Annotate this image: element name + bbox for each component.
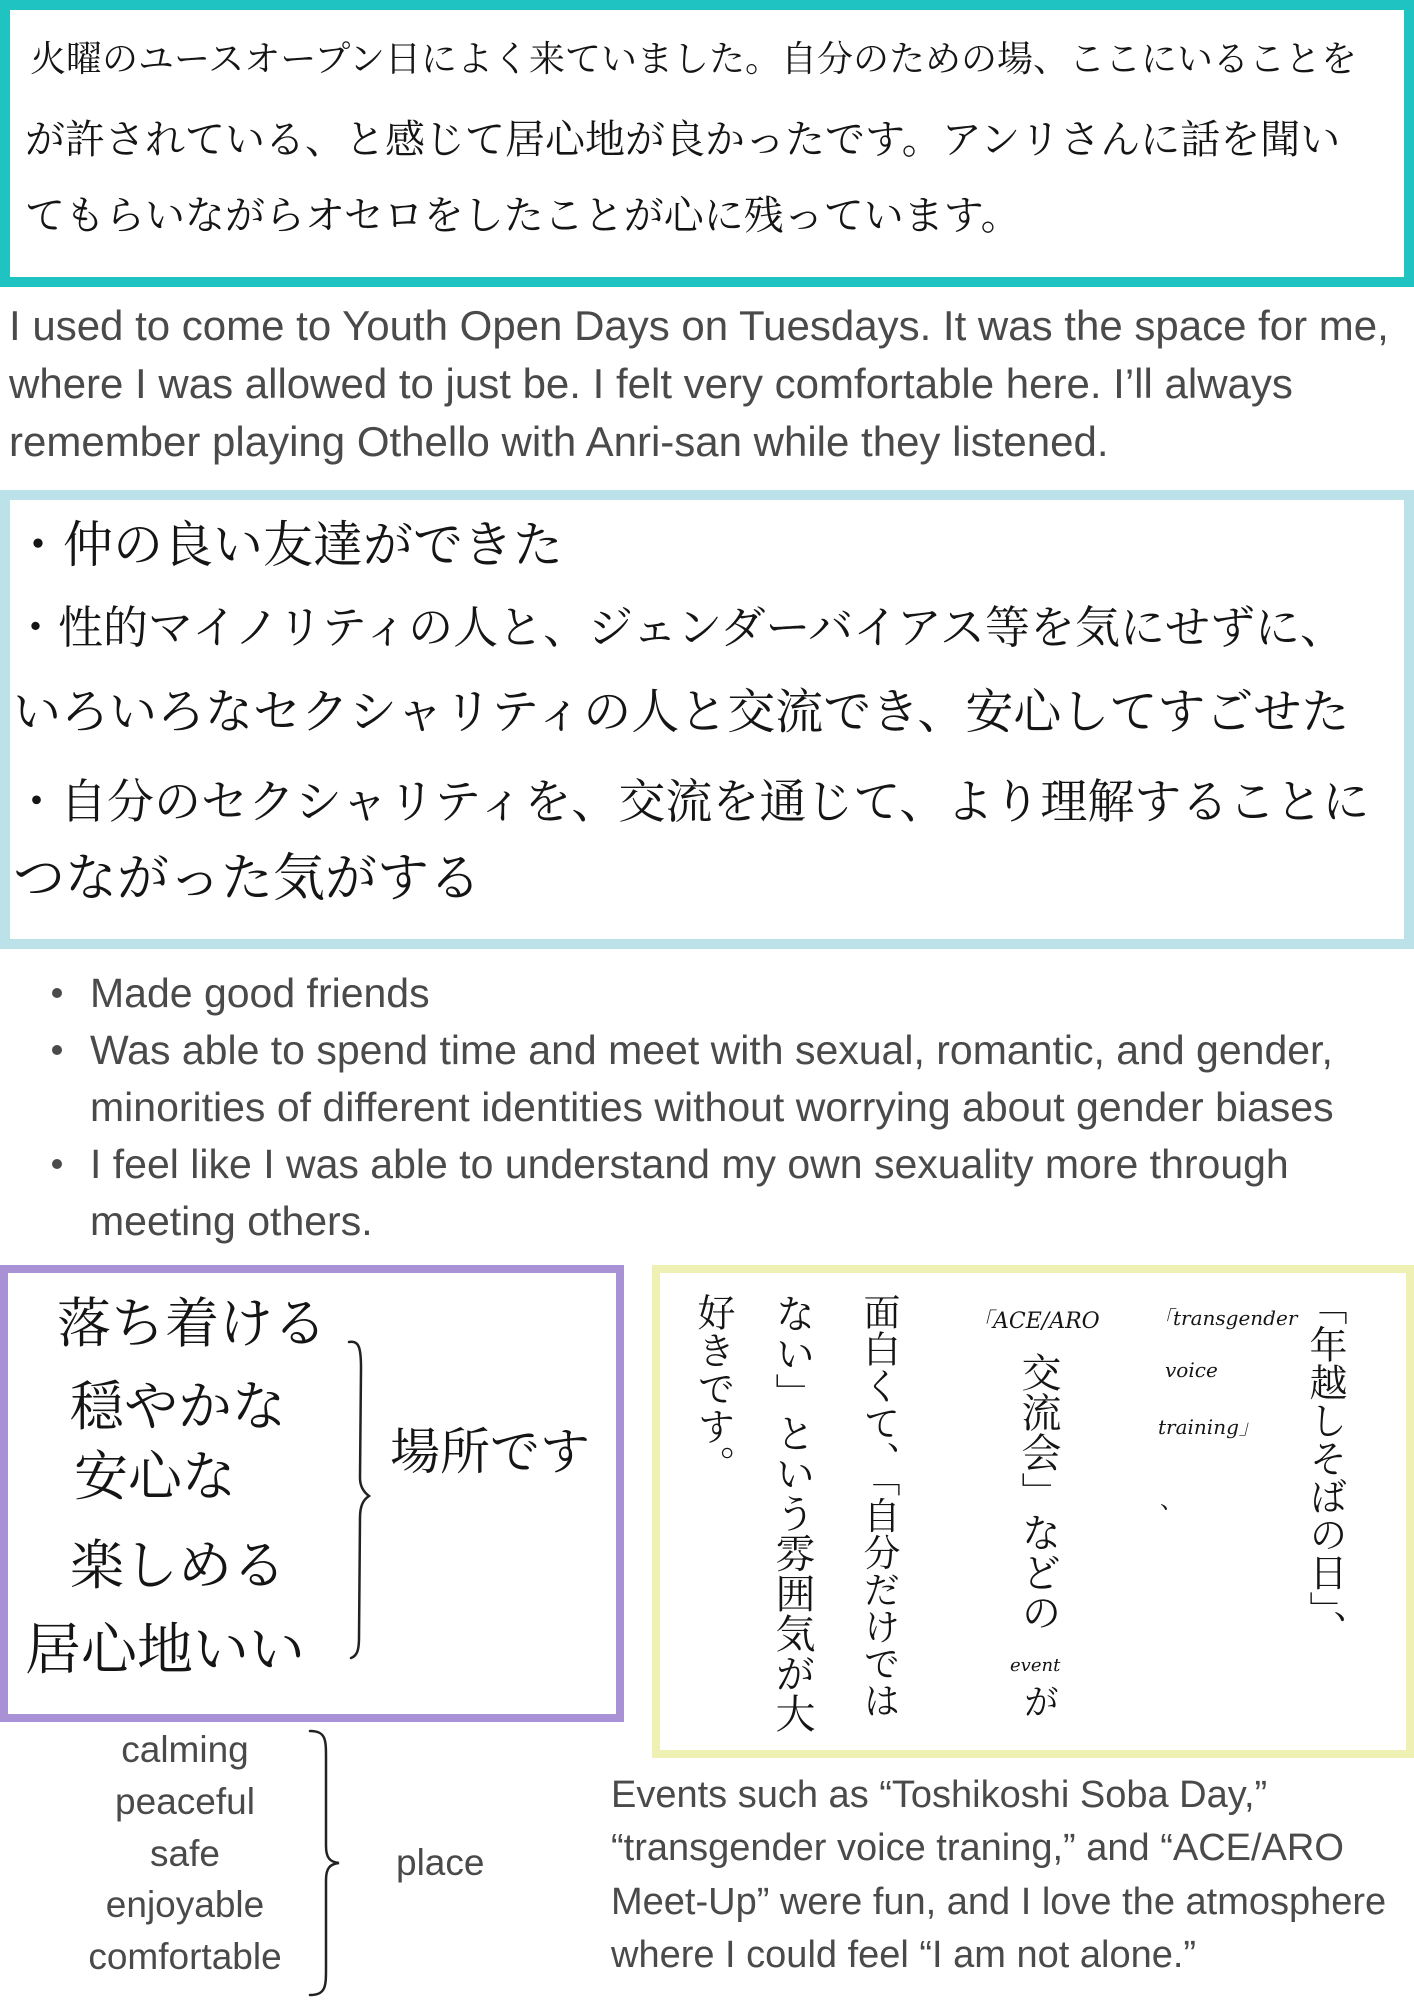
translation-word: calming: [121, 1729, 249, 1770]
handwritten-word: 居心地いい: [25, 1618, 305, 1683]
handwritten-fragment: 「transgender: [1153, 1306, 1298, 1330]
handwritten-line: てもらいながらオセロをしたことが心に残っています。: [25, 193, 1021, 239]
translation-place-label: place: [396, 1842, 485, 1883]
handwritten-line: 火曜のユースオープン日によく来ていました。自分のための場、ここにいることを: [30, 39, 1357, 80]
handwritten-note-1: [0, 0, 1414, 287]
handwritten-word: 楽しめる: [70, 1534, 286, 1597]
bullet-dot: [52, 1045, 62, 1055]
bullet-text: Was able to spend time and meet with sexual, romantic, and gender, minorities of different identities without worrying about gender biases: [90, 1027, 1334, 1130]
handwritten-fragment: training」: [1158, 1415, 1259, 1439]
bullet-item: [0, 965, 1400, 1022]
bullet-dot: [52, 988, 62, 998]
handwritten-place: 場所です: [390, 1423, 590, 1481]
handwritten-line: ・仲の良い友達ができた: [13, 516, 563, 574]
handwritten-word: 落ち着ける: [57, 1292, 327, 1355]
handwritten-word: 穏やかな: [70, 1375, 286, 1438]
handwritten-word: 安心な: [74, 1445, 236, 1508]
bullet-item: [0, 1136, 1400, 1250]
handwritten-line: いろいろなセクシャリティの人と交流でき、安心してすごせた: [13, 684, 1350, 740]
handwritten-fragment: が: [1018, 1683, 1059, 1719]
handwritten-fragment: event: [1010, 1655, 1061, 1676]
bullet-text: I feel like I was able to understand my own sexuality more through meeting others.: [90, 1141, 1289, 1244]
curly-brace: [306, 1728, 342, 1998]
handwritten-brace: [345, 1338, 373, 1660]
handwritten-column: 好きです。: [691, 1293, 735, 1483]
translation-word: comfortable: [88, 1936, 282, 1977]
handwritten-line: ・自分のセクシャリティを、交流を通じて、より理解することに: [13, 775, 1370, 830]
handwritten-line: が許されている、と感じて居心地が良かったです。アンリさんに話を聞い: [25, 117, 1341, 163]
handwritten-line: つながった気がする: [13, 849, 482, 909]
translation-bullet-list: [0, 965, 1414, 1250]
translation-word: safe: [150, 1832, 220, 1874]
bullet-item: [0, 1022, 1400, 1136]
handwritten-fragment: 、: [1160, 1486, 1184, 1514]
bullet-text: Made good friends: [90, 970, 430, 1016]
handwritten-column: 交流会」などの: [1015, 1352, 1061, 1632]
handwritten-note-4: [652, 1265, 1414, 1758]
handwritten-column: ない」という雰囲気が大: [769, 1293, 815, 1733]
translation-paragraph-4: Events such as “Toshikoshi Soba Day,” “transgender voice traning,” and “ACE/ARO Meet-Up” were fun, and I love the atmosphere where I could feel “I am not alone.”: [611, 1774, 1387, 1976]
translation-word: enjoyable: [105, 1884, 265, 1926]
translation-paragraph-1: I used to come to Youth Open Days on Tuesdays. It was the space for me, where I was allowed to just be. I felt very comfortable here. I’ll always remember playing Othello with Anri-san while they listened.: [9, 302, 1389, 465]
handwritten-fragment: voice: [1165, 1358, 1218, 1382]
handwritten-note-3: [0, 1265, 624, 1722]
handwritten-column: 「年越しそばの日」、: [1303, 1287, 1347, 1648]
handwritten-note-2: [0, 490, 1414, 949]
handwritten-column: 面白くて、「自分だけでは: [857, 1293, 900, 1719]
translation-word: peaceful: [115, 1780, 255, 1822]
handwritten-line: ・性的マイノリティの人と、ジェンダーバイアス等を気にせずに、: [13, 601, 1346, 654]
bullet-dot: [52, 1159, 62, 1169]
handwritten-fragment: 「ACE/ARO: [971, 1309, 1100, 1334]
